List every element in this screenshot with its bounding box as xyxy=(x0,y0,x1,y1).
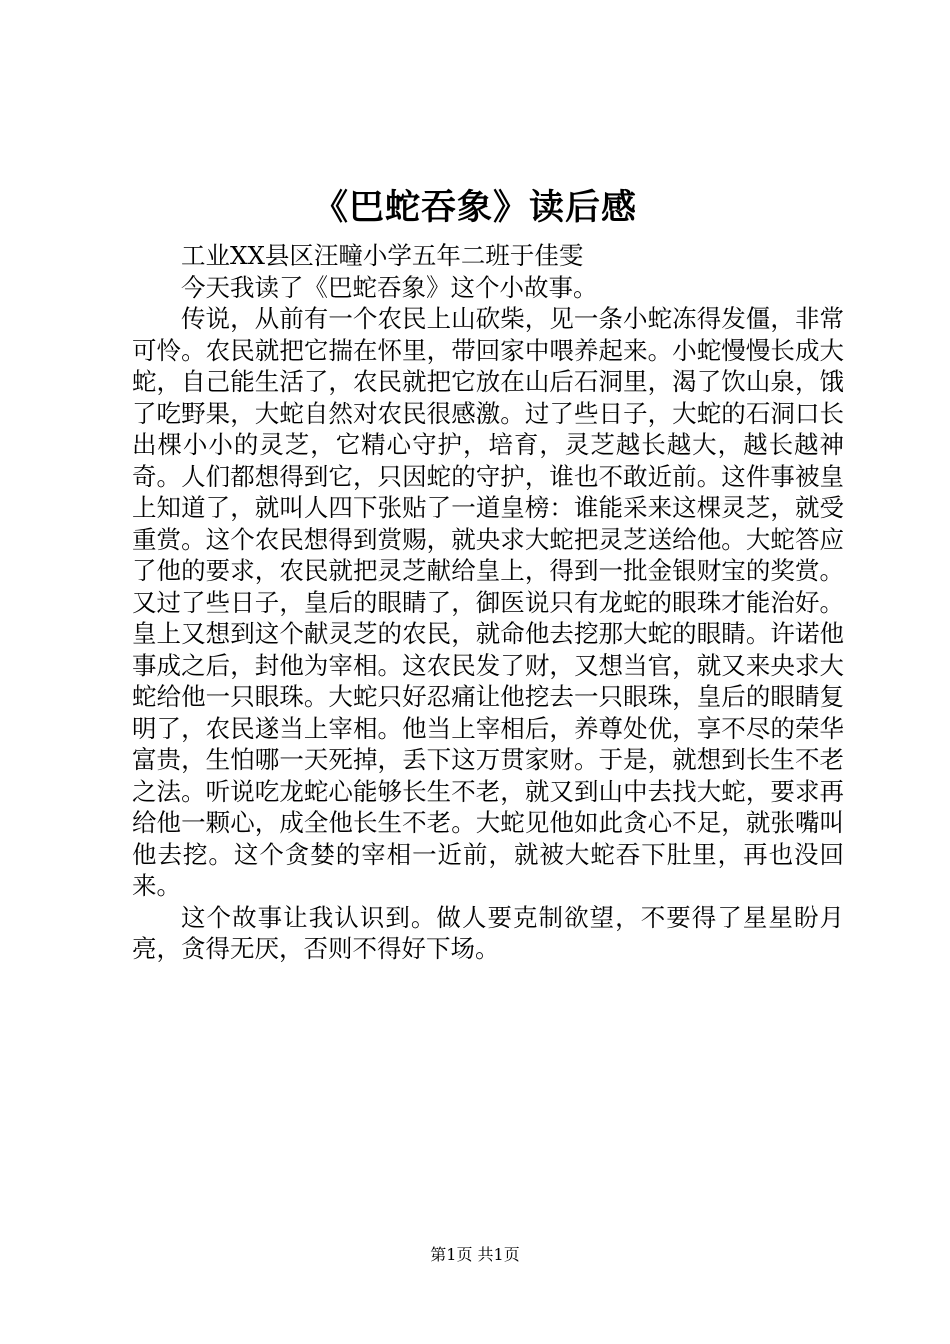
page-footer: 第1页 共1页 xyxy=(430,1245,520,1264)
author-line: 工业XX县区汪疃小学五年二班于佳雯 xyxy=(181,241,584,270)
paragraph: 传说，从前有一个农民上山砍柴，见一条小蛇冻得发僵，非常可怜。农民就把它揣在怀里，带回家中喂养起来。小蛇慢慢长成大蛇，自己能生活了，农民就把它放在山后石洞里，渴了饮山泉，饿了吃野果，大蛇自然对农民很感激。过了些日子，大蛇的石洞口长出棵小小的灵芝，它精心守护，培育，灵芝越长越大，越长越神奇。人们都想得到它，只因蛇的守护，谁也不敢近前。这件事被皇上知道了，就叫人四下张贴了一道皇榜：谁能采来这棵灵芝，就受重赏。这个农民想得到赏赐，就央求大蛇把灵芝送给他。大蛇答应了他的要求，农民就把灵芝献给皇上，得到一批金银财宝的奖赏。又过了些日子，皇后的眼睛了，御医说只有龙蛇的眼珠才能治好。皇上又想到这个献灵芝的农民，就命他去挖那大蛇的眼睛。许诺他事成之后，封他为宰相。这农民发了财，又想当官，就又来央求大蛇给他一只眼珠。大蛇只好忍痛让他挖去一只眼珠，皇后的眼睛复明了，农民遂当上宰相。他当上宰相后，养尊处优，享不尽的荣华富贵，生怕哪一天死掉，丢下这万贯家财。于是，就想到长生不老之法。听说吃龙蛇心能够长生不老，就又到山中去找大蛇，要求再给他一颗心，成全他长生不老。大蛇见他如此贪心不足，就张嘴叫他去挖。这个贪婪的宰相一近前，就被大蛇吞下肚里，再也没回来。 xyxy=(132,304,844,900)
document-title: 《巴蛇吞象》读后感 xyxy=(312,187,637,228)
document-body xyxy=(132,240,844,965)
paragraph: 这个故事让我认识到。做人要克制欲望，不要得了星星盼月亮，贪得无厌，否则不得好下场。 xyxy=(132,902,844,963)
paragraph: 今天我读了《巴蛇吞象》这个小故事。 xyxy=(181,272,598,302)
